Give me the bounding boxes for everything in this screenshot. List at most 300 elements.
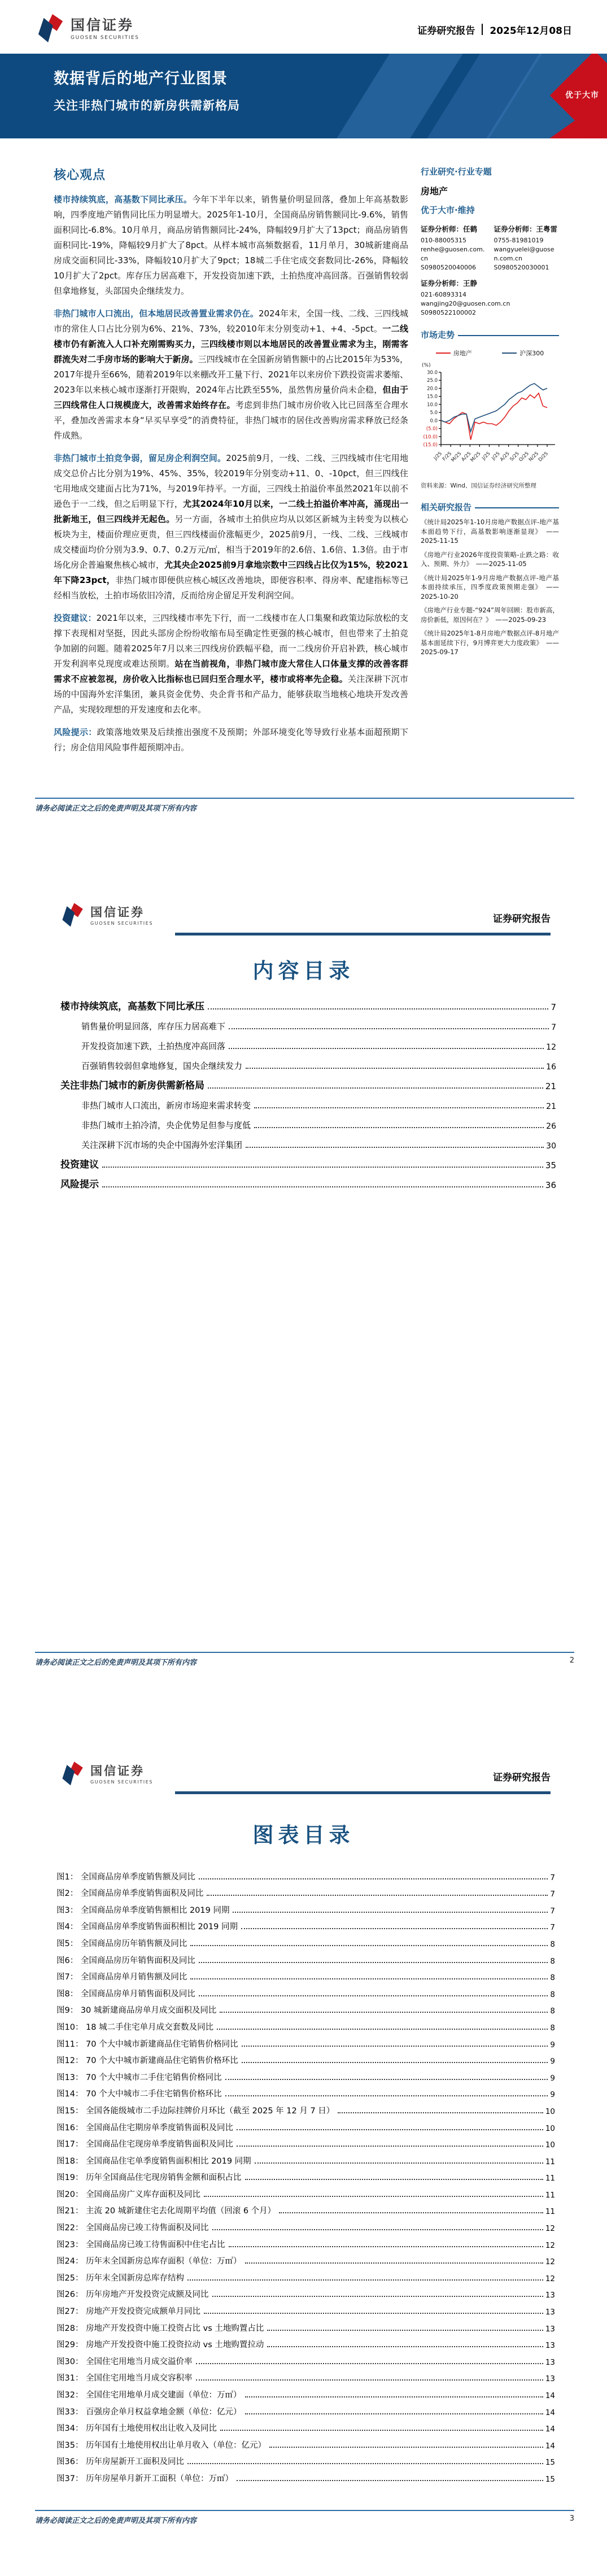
dotted-leader [254, 1127, 544, 1128]
entry-label: 图8： 全国商品房单月销售面积及同比 [56, 1989, 195, 1999]
entry-page-number: 10 [545, 2107, 555, 2116]
analyst-email: wangjing20@guosen.com.cn [421, 300, 510, 307]
analyst-phone: 021-60893314 [421, 291, 466, 298]
related-report-link[interactable]: 《统计局2025年1-10月房地产数据点评-地产基本面趋势下行，高基数影响逐渐显现》 ——2025-11-15 [421, 518, 559, 545]
dotted-leader [279, 2212, 543, 2213]
entry-page-number: 13 [545, 2291, 555, 2300]
text-segment: 投资建议： [54, 613, 97, 623]
dotted-leader [102, 1186, 543, 1187]
entry-label: 图21： 主流 20 城新建住宅去化周期平均值（回滚 6 个月） [56, 2207, 276, 2216]
entry-label: 图7： 全国商品房单月销售额及同比 [56, 1973, 187, 1982]
figure-entry[interactable] [56, 2133, 555, 2150]
text-segment: 站在当前视角，非热门城市庞大常住人口体量支撑的改善客群需求不应被忽视，房价收入比指标也已回归至合理水平，楼市或将率先企稳。 [54, 659, 408, 684]
dotted-leader [237, 2146, 543, 2147]
text-segment: 尤其央企2025前9月拿地宗数中三四线占比仅为15%，较2021年下降23pct， [54, 560, 408, 585]
text-segment: 三四线城市在全国新房销售额中的占比2015年为53%，2017年提升至66%，随着2019年以来棚改开工量下行、2021年以来房价下跌投资需求萎缩、2023年以来核心城市逐渐打开限购，2024年占比跌至55%，虽然售房量价尚未企稳， [54, 354, 408, 395]
figure-entry[interactable] [56, 1916, 555, 1933]
entry-label: 图13： 70 个大中城市二手住宅销售价格同比 [56, 2073, 222, 2082]
related-report-link[interactable]: 《统计局2025年1-9月房地产数据点评-地产基本面持续承压，四季度政策预期走强》 ——2025-10-20 [421, 573, 559, 601]
entry-page-number: 14 [545, 2408, 555, 2417]
page1-columns [54, 166, 559, 763]
entry-label: 图23： 全国商品房已竣工待售面积中住宅占比 [56, 2240, 225, 2249]
entry-label: 图33： 百强房企单月权益拿地金额（单位：亿元） [56, 2407, 242, 2417]
related-report-link[interactable]: 《房地产行业2026年度投资策略-止跌之路：收入、预期、外力》 ——2025-11-05 [421, 550, 559, 568]
legend-swatch [436, 353, 451, 354]
header-divider [482, 24, 483, 35]
market-trend-heading-row [421, 329, 559, 341]
text-segment: 一二线楼市仍有新流入人口补充刚需购买力，三四线楼市则以本地居民的改善置业需求为主，刚需客群流失对二手房市场的影响大于新房。 [54, 324, 408, 364]
svg-text:(5.0): (5.0) [426, 426, 438, 432]
svg-text:O/25: O/25 [518, 451, 530, 463]
text-segment: 2024年末，全国一线、二线、三四线城市的常住人口占比分别为6%、21%、73%，较2010年末分别变动+1、+4、-5pct。 [54, 308, 408, 334]
entry-label: 图27： 房地产开发投资完成额单月同比 [56, 2307, 201, 2317]
dotted-leader [269, 2447, 543, 2448]
dotted-leader [237, 2480, 543, 2481]
entry-label: 非热门城市土拍冷清，央企优势足但参与度低 [81, 1120, 251, 1130]
figure-entry[interactable] [56, 2451, 555, 2468]
entry-label: 图4： 全国商品房单季度销售面积相比 2019 同期 [56, 1922, 238, 1932]
core-paragraph [54, 192, 408, 299]
svg-text:M/25: M/25 [450, 451, 463, 463]
related-report-link[interactable]: 《房地产行业专题-“924”周年回顾：股市新高，房价新低，原因何在？》 ——2025-09-23 [421, 606, 560, 624]
legend-item [502, 349, 544, 358]
entry-label: 关注非热门城市的新房供需新格局 [60, 1080, 204, 1091]
figure-entry[interactable] [56, 2200, 555, 2217]
dotted-leader [190, 1945, 548, 1946]
page-1 [0, 0, 607, 859]
guosen-logo [37, 12, 139, 46]
entry-page-number: 7 [550, 1873, 555, 1882]
entry-page-number: 8 [550, 1956, 555, 1966]
core-paragraph [54, 306, 408, 443]
dotted-leader [267, 2330, 543, 2331]
svg-text:15.0: 15.0 [427, 394, 438, 400]
analyst-block [421, 278, 559, 317]
dotted-leader [220, 2012, 548, 2013]
brand-name-cn: 国信证券 [90, 1764, 145, 1778]
header-rule [175, 1791, 551, 1794]
dotted-leader [187, 2279, 543, 2281]
toc-entry[interactable] [60, 1091, 556, 1111]
text-segment: 政策落地效果及后续推出强度不及预期；外部环境变化等导致行业基本面超预期下行；房企信用风险事件超预期冲击。 [54, 727, 408, 752]
entry-page-number: 16 [546, 1063, 556, 1072]
page2-footer [35, 1652, 574, 1667]
figure-entry[interactable] [56, 1999, 555, 2016]
figure-entry[interactable] [56, 2250, 555, 2267]
text-segment: 非热门城市土拍竞争弱，留足房企利润空间。 [54, 453, 226, 463]
figure-entry[interactable] [56, 1932, 555, 1949]
footer-rule [35, 1652, 574, 1653]
entry-page-number: 11 [545, 2174, 555, 2183]
figure-entry[interactable] [56, 1882, 555, 1899]
toc-entry[interactable] [60, 993, 556, 1012]
core-paragraph [54, 725, 408, 755]
logo-text [90, 1765, 153, 1784]
entry-page-number: 7 [551, 1023, 556, 1032]
entry-label: 开发投资加速下跌，土拍热度冲高回落 [81, 1041, 226, 1051]
svg-text:10.0: 10.0 [427, 402, 438, 408]
entry-label: 图36： 历年房屋新开工面积及同比 [56, 2457, 185, 2467]
svg-text:5.0: 5.0 [430, 410, 438, 416]
svg-text:(%): (%) [422, 363, 431, 368]
sidebar-rating: 优于大市·维持 [421, 205, 475, 215]
text-segment: 尤其2024年10月以来，一二线土拍溢价率冲高，涌现出一批新地王，但三四线并无起色。 [54, 499, 408, 524]
entry-label: 图20： 全国商品房广义库存面积及同比 [56, 2190, 201, 2199]
svg-text:D/25: D/25 [537, 451, 550, 463]
entry-label: 关注深耕下沉市场的央企中国海外宏洋集团 [81, 1140, 243, 1150]
dotted-leader [237, 2129, 543, 2130]
entry-label: 图1： 全国商品房单季度销售额及同比 [56, 1872, 195, 1882]
related-reports-heading: 相关研究报告 [421, 502, 472, 512]
legend-swatch [502, 353, 517, 354]
entry-page-number: 8 [550, 2023, 555, 2033]
figure-entry[interactable] [56, 2467, 555, 2484]
entry-page-number: 11 [545, 2207, 555, 2217]
svg-text:(10.0): (10.0) [423, 434, 438, 440]
toc-entry[interactable] [60, 1170, 556, 1190]
entry-page-number: 10 [545, 2124, 555, 2133]
dotted-leader [229, 2246, 543, 2247]
entry-page-number: 13 [545, 2357, 555, 2367]
dotted-leader [196, 2379, 543, 2381]
figure-entry[interactable] [56, 2033, 555, 2050]
core-paragraph [54, 451, 408, 603]
analyst-email: wangyuelei@guosen.com.cn [494, 246, 554, 262]
guosen-logo-icon [61, 1760, 85, 1789]
entry-label: 图26： 历年房地产开发投资完成额及同比 [56, 2290, 209, 2300]
entry-page-number: 9 [550, 2090, 555, 2100]
market-trend-heading: 市场走势 [421, 330, 455, 340]
page-2 [0, 859, 607, 1717]
entry-label: 图37： 历年房屋单月新开工面积（单位：万㎡） [56, 2474, 234, 2483]
entry-page-number: 12 [545, 2257, 555, 2267]
entry-label: 图34： 历年国有土地使用权出让收入及同比 [56, 2424, 217, 2434]
core-viewpoints-section [54, 166, 408, 763]
entry-label: 楼市持续筑底，高基数下同比承压 [60, 1001, 204, 1012]
header-right [417, 23, 572, 37]
analyst-grid [421, 224, 559, 317]
analyst-cert-number: S0980522100002 [421, 309, 476, 316]
entry-label: 图14： 70 个大中城市二手住宅销售价格环比 [56, 2090, 222, 2099]
entry-page-number: 35 [545, 1160, 556, 1170]
figure-entry[interactable] [56, 2434, 555, 2451]
analyst-block [494, 224, 560, 272]
chart-legend [421, 349, 559, 358]
table-of-contents [60, 993, 556, 1190]
dotted-leader [246, 1147, 544, 1148]
svg-text:25.0: 25.0 [427, 378, 438, 384]
figure-entry[interactable] [56, 2099, 555, 2116]
entry-page-number: 12 [545, 2240, 555, 2250]
analyst-name: 证券分析师：王静 [421, 279, 478, 288]
figure-entry[interactable] [56, 2216, 555, 2233]
dotted-leader [245, 2262, 543, 2264]
figure-entry[interactable] [56, 2233, 555, 2250]
brand-name-en: GUOSEN SECURITIES [90, 1779, 154, 1785]
entry-page-number: 10 [545, 2140, 555, 2150]
figure-entry[interactable] [56, 2400, 555, 2417]
figures-title: 图表目录 [252, 1823, 355, 1847]
entry-page-number: 12 [545, 2224, 555, 2234]
entry-page-number: 8 [550, 2007, 555, 2016]
figure-entry[interactable] [56, 2350, 555, 2367]
figure-entry[interactable] [56, 2266, 555, 2283]
figure-entry[interactable] [56, 2367, 555, 2384]
brand-name-cn: 国信证券 [90, 906, 145, 920]
toc-title: 内容目录 [252, 959, 355, 983]
entry-label: 图35： 历年国有土地使用权出让单月收入（单位：亿元） [56, 2440, 267, 2450]
dotted-leader [338, 2112, 543, 2113]
chart-source-note: 资料来源：Wind、国信证券经济研究所整理 [421, 482, 536, 489]
entry-label: 图24： 历年末全国新房总库存面积（单位：万㎡） [56, 2257, 242, 2266]
entry-label: 图5： 全国商品房历年销售额及同比 [56, 1939, 187, 1948]
entry-label: 图11： 70 个大中城市新建商品住宅销售价格同比 [56, 2039, 238, 2049]
entry-page-number: 9 [550, 2057, 555, 2066]
dotted-leader [254, 1107, 544, 1108]
entry-label: 非热门城市人口流出，新房市场迎来需求转变 [81, 1100, 251, 1111]
dotted-leader [255, 2162, 543, 2164]
page1-footer [35, 798, 574, 813]
svg-text:J/25: J/25 [491, 451, 501, 462]
page1-header [37, 12, 572, 46]
entry-label: 图17： 全国商品住宅现房单季度销售面积及同比 [56, 2140, 234, 2149]
related-report-link[interactable]: 《统计局2025年1-8月房地产数据点评-8月地产基本面延续下行，9月博弈更大力度政策》 ——2025-09-17 [421, 629, 559, 656]
svg-text:A/25: A/25 [460, 451, 473, 463]
legend-label: 沪深300 [519, 350, 544, 357]
entry-label: 百强销售较弱但拿地修复，国央企继续发力 [81, 1061, 243, 1071]
analyst-phone: 010-88005315 [421, 237, 466, 244]
entry-page-number: 7 [550, 1890, 555, 1899]
figure-entry[interactable] [56, 2166, 555, 2183]
dotted-leader [242, 2062, 548, 2063]
footer-rule [35, 798, 574, 799]
dotted-leader [187, 2463, 543, 2464]
entry-label: 投资建议 [60, 1159, 99, 1170]
dotted-leader [225, 2095, 548, 2096]
text-segment: 关注深耕下沉市场的中国海外宏洋集团，兼具资金优势、央企背书和产品力，能够获取当地核心地块开发改善产品，实现较理想的开发速度和去化率。 [54, 674, 408, 715]
entry-page-number: 9 [550, 2040, 555, 2050]
entry-label: 图16： 全国商品住宅期房单季度销售面积及同比 [56, 2123, 234, 2133]
entry-label: 图28： 房地产开发投资中施工投资占比 vs 土地购置占比 [56, 2323, 264, 2333]
analyst-name: 证券分析师：王粤雷 [494, 225, 558, 233]
report-title: 数据背后的地产行业图景 [54, 70, 228, 88]
text-segment: 2025前9月，一线、二线、三四线城市住宅用地成交总价占比分别为19%、45%、35%，较2019年分别变动+11、0、-10pct，但三四线住宅用地成交建面占比为71%，与2019年持平。一方面，三四线土拍溢价率虽然2021年以前不逊色于一二线，但之后明显下行， [54, 453, 408, 509]
dotted-leader [220, 2430, 543, 2431]
figure-entry[interactable] [56, 2083, 555, 2100]
dotted-leader [190, 1978, 548, 1979]
svg-text:J/25: J/25 [433, 451, 444, 462]
entry-page-number: 11 [545, 2157, 555, 2166]
text-segment: 风险提示： [54, 727, 97, 737]
toc-entry[interactable] [60, 1012, 556, 1032]
figure-list [56, 1865, 555, 2484]
figure-entry[interactable] [56, 1865, 555, 1882]
toc-entry[interactable] [60, 1151, 556, 1170]
brand-name-en: GUOSEN SECURITIES [71, 34, 139, 41]
guosen-logo [61, 1760, 153, 1789]
entry-page-number: 36 [545, 1180, 556, 1190]
guosen-logo-icon [37, 12, 65, 46]
market-trend-chart [421, 360, 559, 478]
figure-entry[interactable] [56, 2300, 555, 2317]
analyst-block [421, 224, 486, 272]
entry-label: 图30： 全国住宅用地当月成交溢价率 [56, 2357, 193, 2366]
entry-label: 图18： 全国商品住宅单季度销售面积相比 2019 同期 [56, 2156, 251, 2166]
toc-entry[interactable] [60, 1052, 556, 1072]
svg-text:20.0: 20.0 [427, 386, 438, 392]
brand-name-cn: 国信证券 [71, 17, 134, 34]
figure-entry[interactable] [56, 2183, 555, 2200]
entry-label: 图29： 房地产开发投资中施工投资拉动 vs 土地购置拉动 [56, 2340, 264, 2350]
dotted-leader [212, 2229, 543, 2230]
svg-text:S/25: S/25 [509, 451, 521, 463]
dotted-leader [246, 1068, 544, 1069]
entry-page-number: 12 [546, 1043, 556, 1052]
entry-page-number: 21 [545, 1081, 556, 1091]
figure-entry[interactable] [56, 1899, 555, 1916]
dotted-leader [199, 1995, 548, 1996]
entry-page-number: 13 [545, 2341, 555, 2351]
entry-label: 图19： 历年全国商品住宅现房销售金额和面积占比 [56, 2173, 242, 2183]
guosen-logo [61, 902, 153, 930]
entry-label: 销售量价明显回落，库存压力居高难下 [81, 1021, 226, 1032]
dotted-leader [225, 2079, 548, 2080]
entry-label: 图3： 全国商品房单季度销售额相比 2019 同期 [56, 1905, 230, 1915]
guosen-logo-icon [61, 902, 85, 930]
analyst-phone: 0755-81981019 [494, 237, 544, 244]
entry-page-number: 13 [545, 2324, 555, 2334]
figure-entry[interactable] [56, 2417, 555, 2434]
sidebar-category: 行业研究·行业专题 [421, 167, 492, 177]
entry-page-number: 30 [546, 1142, 556, 1151]
entry-label: 图32： 全国住宅用地单月成交建面（单位：万㎡） [56, 2391, 242, 2400]
report-type-label: 证券研究报告 [417, 25, 475, 37]
analyst-cert-number: S0980520030001 [494, 264, 549, 271]
dotted-leader [207, 1895, 548, 1896]
figure-entry[interactable] [56, 1949, 555, 1966]
toc-entry[interactable] [60, 1111, 556, 1131]
figure-entry[interactable] [56, 2050, 555, 2066]
figure-entry[interactable] [56, 2016, 555, 2033]
dotted-leader [245, 2396, 543, 2397]
figure-entry[interactable] [56, 1966, 555, 1983]
svg-text:M/25: M/25 [469, 451, 482, 463]
text-segment: 非热门城市人口流出，但本地居民改善置业需求仍在。 [54, 308, 259, 319]
sidebar-industry: 房地产 [421, 186, 448, 197]
report-sidebar [421, 166, 559, 763]
entry-page-number: 8 [550, 1973, 555, 1983]
brand-name-en: GUOSEN SECURITIES [90, 920, 154, 926]
footer-rule [35, 2510, 574, 2511]
entry-label: 图6： 全国商品房历年销售面积及同比 [56, 1956, 195, 1965]
entry-label: 图12： 70 个大中城市新建商品住宅销售价格环比 [56, 2056, 238, 2066]
report-type-label: 证券研究报告 [493, 913, 551, 925]
entry-label: 图2： 全国商品房单季度销售面积及同比 [56, 1889, 204, 1899]
dotted-leader [242, 2046, 548, 2047]
dotted-leader [241, 1928, 548, 1929]
analyst-cert-number: S0980520040006 [421, 264, 476, 271]
entry-page-number: 13 [545, 2308, 555, 2317]
core-paragraph [54, 611, 408, 717]
dotted-leader [229, 1028, 549, 1029]
figure-entry[interactable] [56, 2283, 555, 2300]
rating-badge-label: 优于大市 [565, 91, 599, 100]
toc-entry[interactable] [60, 1131, 556, 1151]
entry-page-number: 7 [550, 1906, 555, 1916]
dotted-leader [208, 1008, 548, 1009]
dotted-leader [199, 1878, 548, 1879]
entry-label: 图15： 全国各能级城市二手边际挂牌价月环比（截至 2025 年 12 月 7 日） [56, 2106, 335, 2116]
text-segment: 考虑到非热门城市房价收入比已回落至合理水平，叠加改善需求本身“早买早享受”的消费特征，非热门城市的居住改善购房需求释放已经条件成熟。 [54, 400, 408, 441]
dotted-leader [229, 1048, 544, 1049]
dotted-leader [208, 1087, 543, 1089]
legend-label: 房地产 [453, 350, 472, 357]
svg-text:A/25: A/25 [499, 451, 511, 463]
entry-page-number: 15 [545, 2458, 555, 2468]
figure-entry[interactable] [56, 2383, 555, 2400]
report-subtitle: 关注非热门城市的新房供需新格局 [54, 99, 240, 112]
analyst-email: renhe@guosen.com.cn [421, 246, 485, 262]
dotted-leader [233, 1912, 548, 1913]
dotted-leader [212, 2296, 543, 2297]
text-segment: 楼市持续筑底，高基数下同比承压。 [54, 194, 193, 204]
entry-page-number: 12 [545, 2274, 555, 2283]
dotted-leader [245, 2179, 543, 2180]
svg-text:J/25: J/25 [481, 451, 492, 462]
entry-label: 图22： 全国商品房已竣工待售面积及同比 [56, 2223, 209, 2233]
entry-page-number: 26 [546, 1122, 556, 1131]
entry-label: 图31： 全国住宅用地当月成交容积率 [56, 2374, 193, 2383]
report-type-label: 证券研究报告 [493, 1772, 551, 1783]
entry-label: 图25： 历年末全国新房总库存结构 [56, 2273, 185, 2283]
footer-disclaimer: 请务必阅读正文之后的免责声明及其项下所有内容 [35, 2517, 197, 2525]
core-viewpoints-heading: 核心观点 [54, 168, 106, 182]
svg-text:0.0: 0.0 [430, 418, 438, 424]
figure-entry[interactable] [56, 2149, 555, 2166]
related-reports-heading-row [421, 501, 559, 513]
figure-entry[interactable] [56, 2116, 555, 2133]
text-segment: 但由于三四线常住人口规模庞大，改善需求始终存在。 [54, 385, 408, 410]
logo-text [71, 18, 139, 40]
heading-rule [475, 507, 559, 508]
analyst-name: 证券分析师：任鹤 [421, 225, 478, 233]
entry-page-number: 13 [545, 2374, 555, 2384]
toc-entry[interactable] [60, 1072, 556, 1091]
dotted-leader [102, 1167, 543, 1168]
entry-page-number: 14 [545, 2391, 555, 2400]
related-report-list [421, 517, 559, 657]
figure-entry[interactable] [56, 1982, 555, 1999]
entry-label: 图9： 30 城新建商品房单月成交面积及同比 [56, 2006, 217, 2016]
figure-entry[interactable] [56, 2066, 555, 2083]
svg-text:30.0: 30.0 [427, 370, 438, 376]
figure-entry[interactable] [56, 2334, 555, 2351]
page-number: 3 [569, 2514, 574, 2523]
report-date: 2025年12月08日 [490, 25, 572, 37]
entry-page-number: 15 [545, 2474, 555, 2484]
footer-disclaimer: 请务必阅读正文之后的免责声明及其项下所有内容 [35, 804, 197, 813]
toc-entry[interactable] [60, 1032, 556, 1052]
dotted-leader [245, 2413, 543, 2414]
entry-page-number: 9 [550, 2073, 555, 2083]
dotted-leader [196, 2363, 543, 2364]
entry-page-number: 7 [551, 1002, 556, 1012]
page3-footer [35, 2510, 574, 2525]
figure-entry[interactable] [56, 2317, 555, 2334]
entry-page-number: 11 [545, 2190, 555, 2200]
entry-page-number: 7 [550, 1923, 555, 1933]
svg-text:N/25: N/25 [527, 451, 540, 463]
